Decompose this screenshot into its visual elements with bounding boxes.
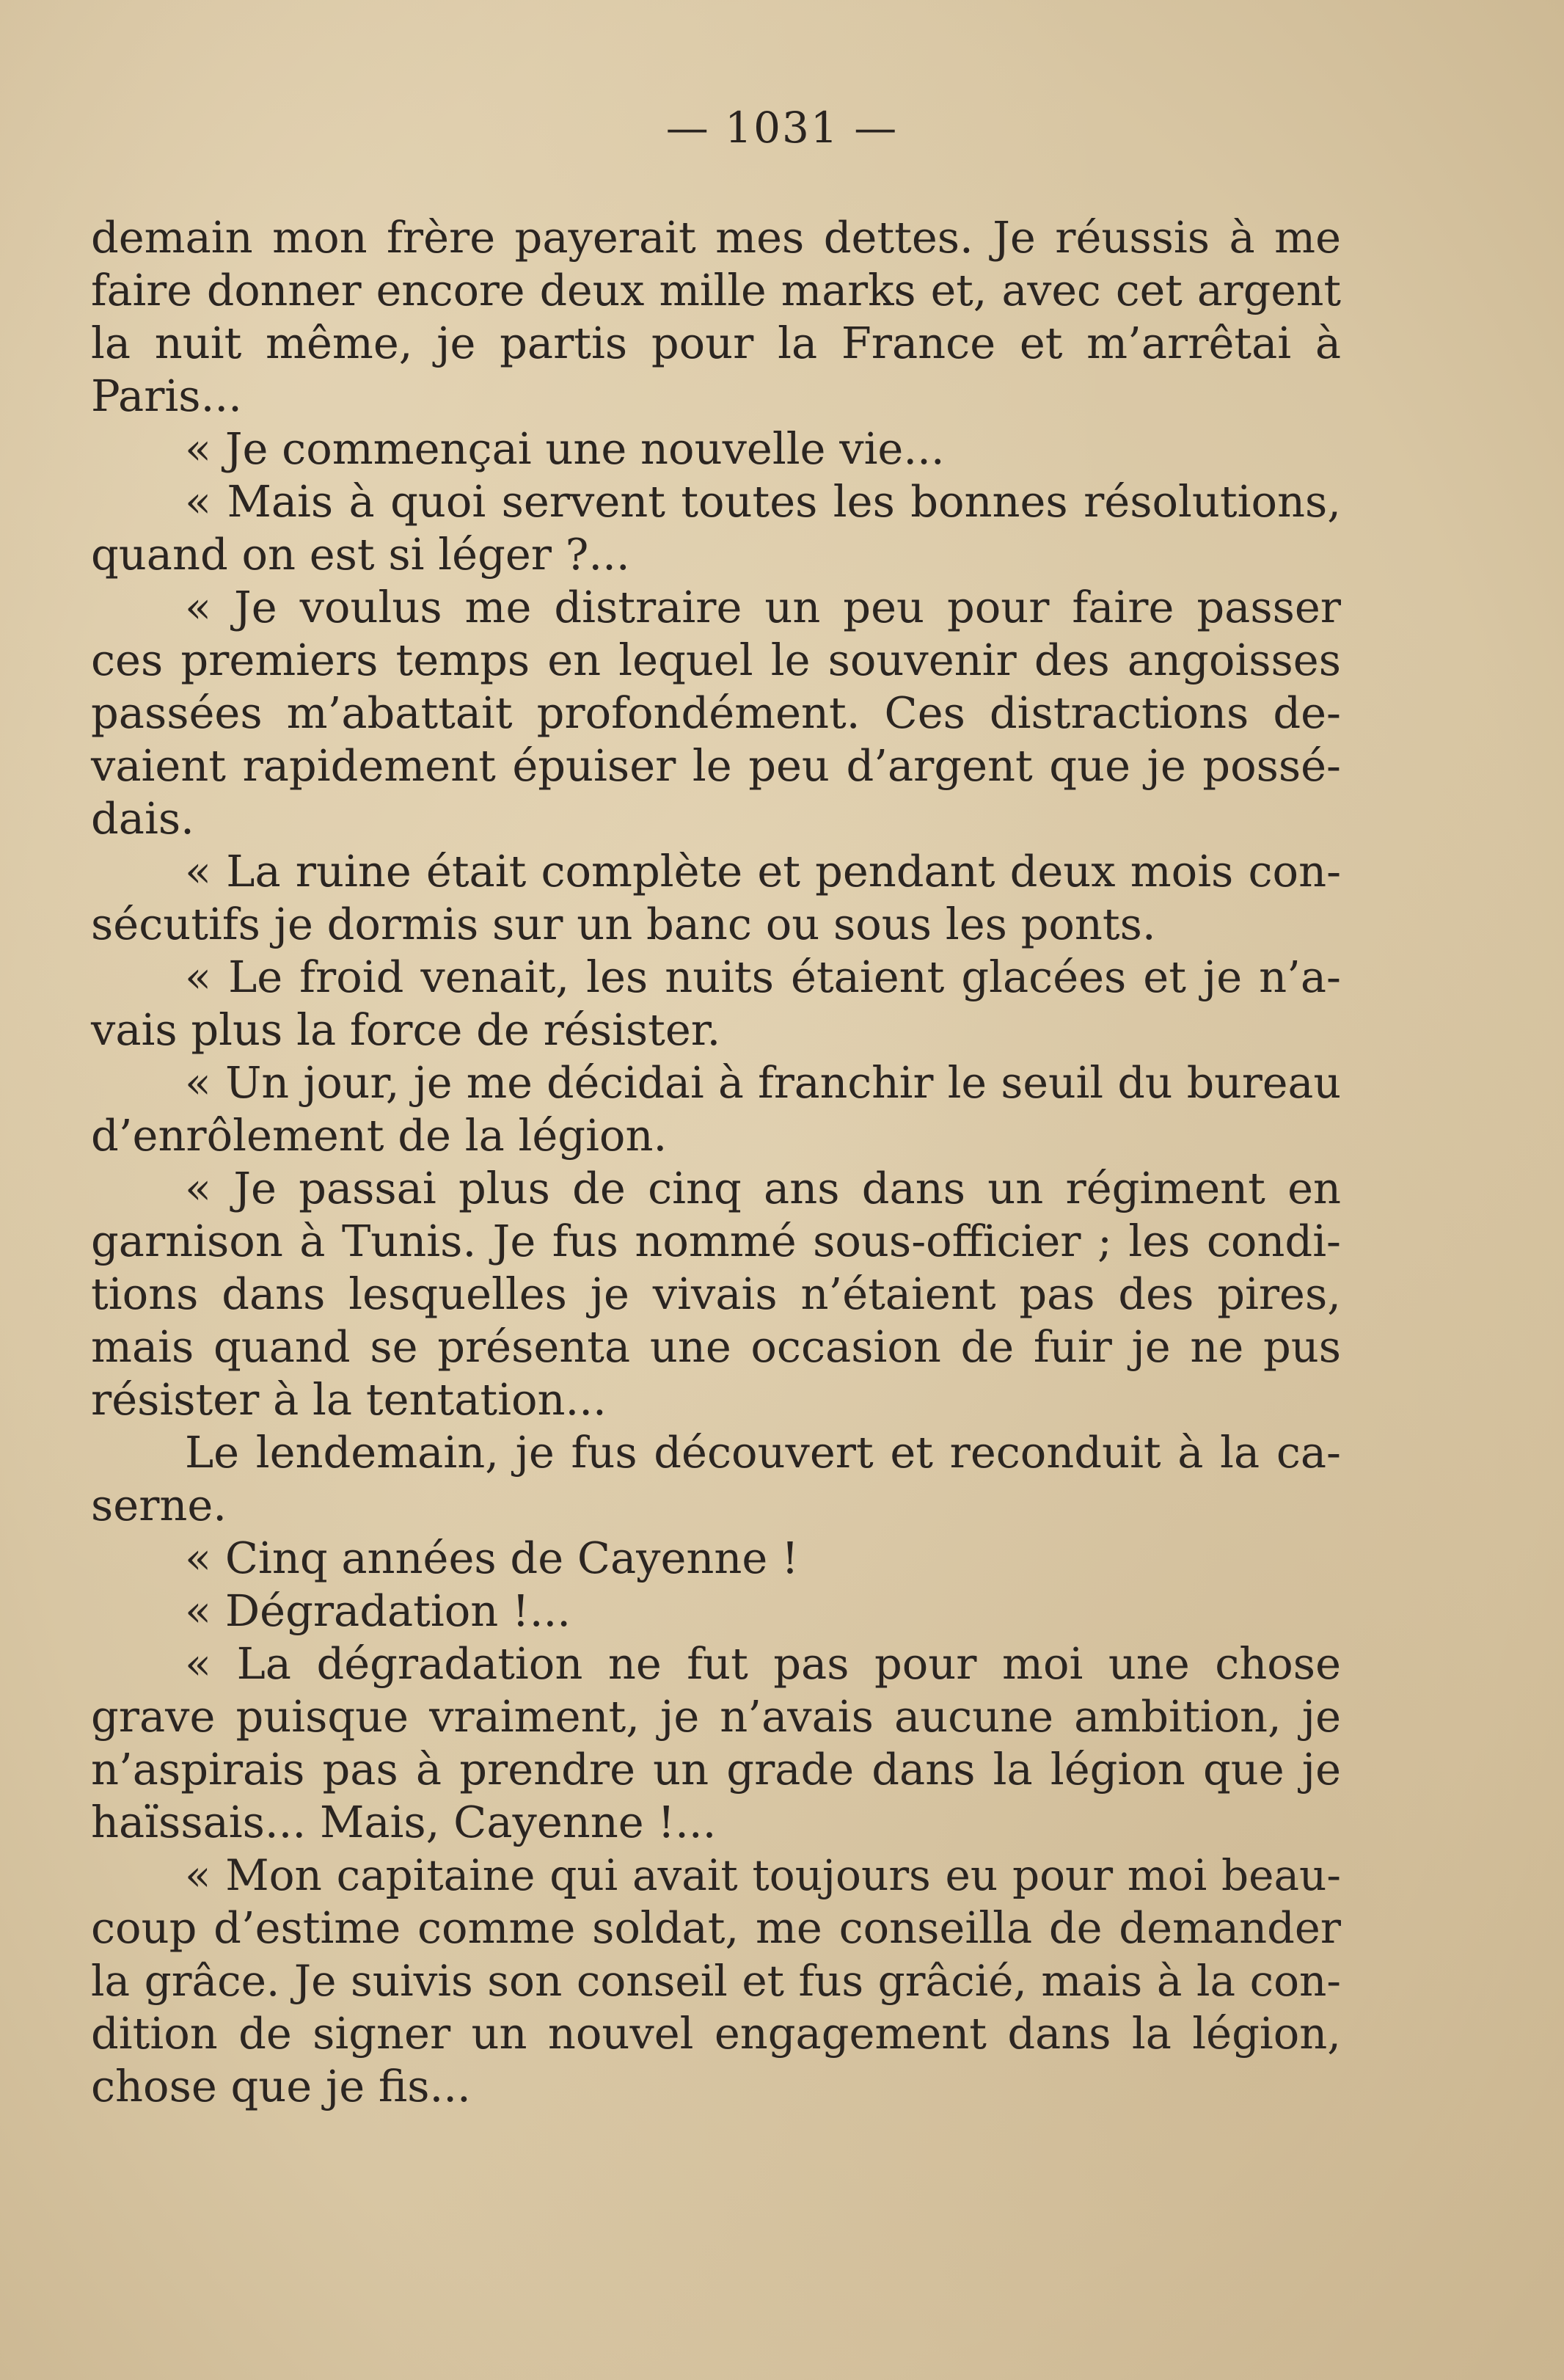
text-line: vaient rapidement épuiser le peu d’argent que je possé- xyxy=(91,740,1341,791)
text-line: grave puisque vraiment, je n’avais aucune ambition, je xyxy=(91,1691,1341,1742)
text-line: vais plus la force de résister. xyxy=(91,1004,721,1055)
text-line: dais. xyxy=(91,793,194,844)
text-line: la nuit même, je partis pour la France et m’arrêtai à xyxy=(91,318,1341,368)
text-line: faire donner encore deux mille marks et, avec cet argent xyxy=(91,266,1341,315)
text-line: « Dégradation !... xyxy=(185,1585,571,1636)
text-line: d’enrôlement de la légion. xyxy=(91,1110,668,1161)
text-line: « Un jour, je me décidai à franchir le seuil du bureau xyxy=(185,1058,1341,1108)
text-line: quand on est si léger ?... xyxy=(91,529,630,580)
body-text xyxy=(91,211,1341,2113)
text-line: demain mon frère payerait mes dettes. Je réussis à me xyxy=(91,212,1341,263)
text-line: chose que je fis... xyxy=(91,2061,471,2111)
text-line: « Mon capitaine qui avait toujours eu pour moi beau- xyxy=(185,1850,1341,1900)
text-line: Le lendemain, je fus découvert et reconduit à la ca- xyxy=(185,1427,1341,1478)
text-line: sécutifs je dormis sur un banc ou sous les ponts. xyxy=(91,899,1156,949)
text-line: haïssais... Mais, Cayenne !... xyxy=(91,1797,717,1847)
text-line: « Je passai plus de cinq ans dans un régiment en xyxy=(185,1163,1341,1213)
text-line: « Cinq années de Cayenne ! xyxy=(185,1533,799,1583)
text-line: mais quand se présenta une occasion de fuir je ne pus xyxy=(91,1321,1341,1372)
text-line: passées m’abattait profondément. Ces distractions de- xyxy=(91,687,1341,738)
page-number: — 1031 — xyxy=(665,103,899,153)
text-line: « Le froid venait, les nuits étaient glacées et je n’a- xyxy=(185,952,1341,1002)
text-line: « La ruine était complète et pendant deux mois con- xyxy=(185,846,1341,897)
text-line: coup d’estime comme soldat, me conseilla de demander xyxy=(91,1902,1341,1953)
text-line: « La dégradation ne fut pas pour moi une chose xyxy=(185,1638,1341,1689)
text-line: dition de signer un nouvel engagement dans la légion, xyxy=(91,2008,1341,2059)
text-line: la grâce. Je suivis son conseil et fus grâcié, mais à la con- xyxy=(91,1956,1341,2006)
text-line: « Je voulus me distraire un peu pour faire passer xyxy=(185,582,1341,632)
text-line: garnison à Tunis. Je fus nommé sous-officier ; les condi- xyxy=(91,1216,1341,1266)
text-line: résister à la tentation... xyxy=(91,1374,607,1425)
text-line: Paris... xyxy=(91,370,242,421)
text-line: « Je commençai une nouvelle vie... xyxy=(185,423,945,474)
text-line: serne. xyxy=(91,1480,227,1530)
text-line: ces premiers temps en lequel le souvenir des angoisses xyxy=(91,635,1341,685)
text-line: tions dans lesquelles je vivais n’étaient pas des pires, xyxy=(91,1269,1341,1319)
text-line: n’aspirais pas à prendre un grade dans la légion que je xyxy=(91,1744,1341,1795)
text-line: « Mais à quoi servent toutes les bonnes résolutions, xyxy=(185,476,1341,527)
